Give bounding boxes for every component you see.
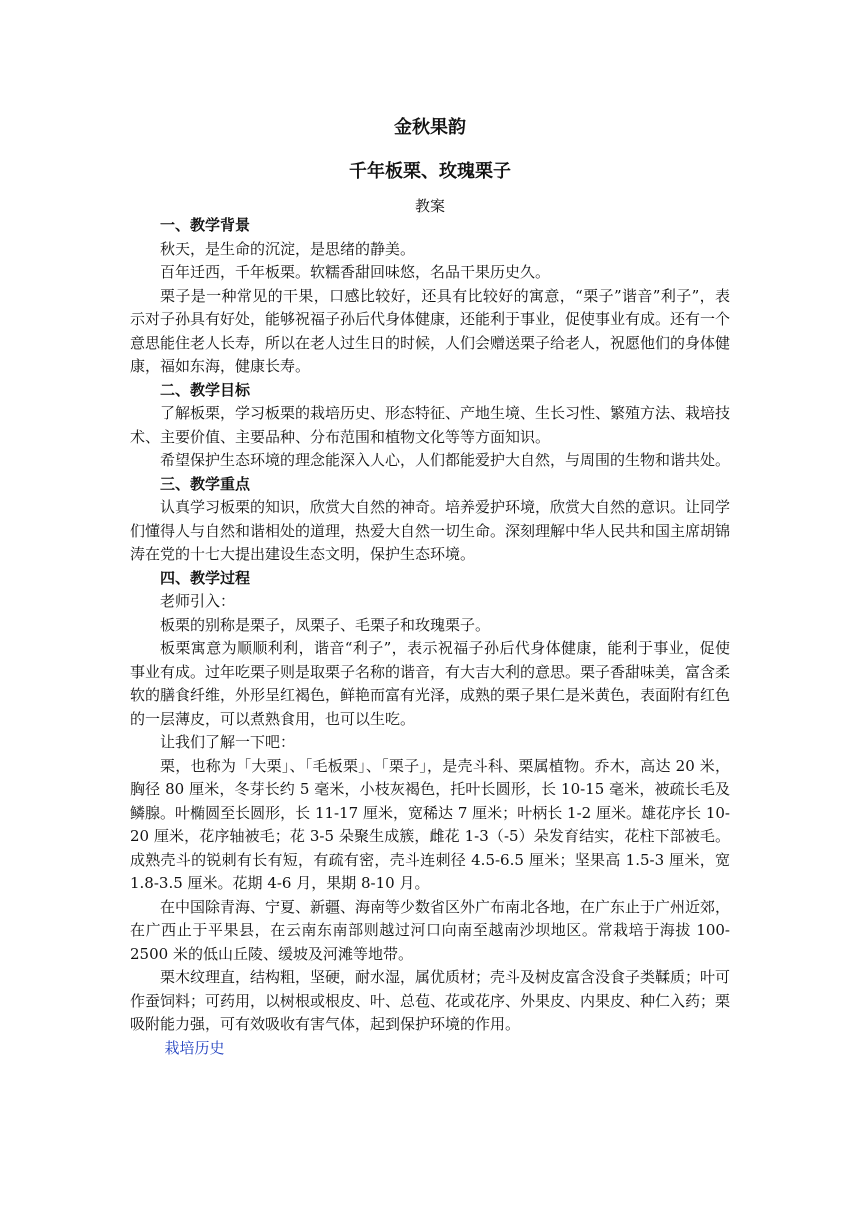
- document-subtitle-title: 千年板栗、玫瑰栗子: [349, 161, 511, 182]
- paragraph: 百年迁西，千年板栗。软糯香甜回味悠，名品干果历史久。: [160, 263, 551, 281]
- paragraph: 板栗寓意为顺顺利利，谐音“利子”，表示祝福子孙后代身体健康，能利于事业，促使事业有成。过年吃栗子则是取栗子名称的谐音，有大吉大利的意思。栗子香甜味美，富含柔软的膳食纤维，外形呈红褐色，鲜艳而富有光泽，成熟的栗子果仁是米黄色，表面附有红色的一层薄皮，可以煮熟食用，也可以生吃。: [130, 639, 731, 728]
- paragraph: 栗木纹理直，结构粗，坚硬，耐水湿，属优质材；壳斗及树皮富含没食子类鞣质；叶可作蚕饲料；可药用，以树根或根皮、叶、总苞、花或花序、外果皮、内果皮、种仁入药；栗吸附能力强，可有效吸收有害气体，起到保护环境的作用。: [130, 968, 731, 1033]
- paragraph: 认真学习板栗的知识，欣赏大自然的神奇。培养爱护环境，欣赏大自然的意识。让同学们懂得人与自然和谐相处的道理，热爱大自然一切生命。深刻理解中华人民共和国主席胡锦涛在党的十七大提出建设生态文明，保护生态环境。: [130, 498, 731, 563]
- paragraph: 老师引入：: [160, 592, 236, 610]
- document-body: [130, 214, 730, 1060]
- paragraph: 了解板栗，学习板栗的栽培历史、形态特征、产地生境、生长习性、繁殖方法、栽培技术、主要价值、主要品种、分布范围和植物文化等等方面知识。: [130, 404, 731, 446]
- cultivation-history-link[interactable]: 栽培历史: [164, 1038, 225, 1057]
- section-heading-process: 四、教学过程: [160, 568, 251, 587]
- paragraph: 希望保护生态环境的理念能深入人心，人们都能爱护大自然，与周围的生物和谐共处。: [160, 451, 731, 469]
- document-title: 金秋果韵: [394, 117, 466, 138]
- section-heading-goals: 二、教学目标: [160, 380, 251, 399]
- paragraph: 板栗的别称是栗子，凤栗子、毛栗子和玫瑰栗子。: [160, 615, 491, 634]
- paragraph: 在中国除青海、宁夏、新疆、海南等少数省区外广布南北各地，在广东止于广州近郊，在广西止于平果县，在云南东南部则越过河口向南至越南沙坝地区。常栽培于海拔 100-2500 米的低山丘陵、缓坡及河滩等地带。: [130, 897, 731, 963]
- document-type-label: 教案: [414, 197, 445, 215]
- section-heading-background: 一、教学背景: [160, 216, 251, 234]
- paragraph: 栗子是一种常见的干果，口感比较好，还具有比较好的寓意，“栗子”谐音”利子”，表示对子孙具有好处，能够祝福子孙后代身体健康，还能利于事业，促使事业有成。还有一个意思能住老人长寿，所以在老人过生日的时候，人们会赠送栗子给老人，祝愿他们的身体健康，福如东海，健康长寿。: [130, 286, 731, 375]
- section-heading-focus: 三、教学重点: [160, 474, 251, 493]
- paragraph: 栗，也称为「大栗」、「毛板栗」、「栗子」，是壳斗科、栗属植物。乔木，高达 20 米，胸径 80 厘米，冬芽长约 5 毫米，小枝灰褐色，托叶长圆形，长 10-15 毫米，被疏长毛及鳞腺。叶椭圆至长圆形，长 11-17 厘米，宽稀达 7 厘米；叶柄长 1-2 厘米。雄花序长 10-20 厘米，花序轴被毛；花 3-5 朵聚生成簇，雌花 1-3（-5）朵发育结实，花柱下部被毛。成熟壳斗的锐刺有长有短，有疏有密，壳斗连刺径 4.5-6.5 厘米；坚果高 1.5-3 厘米，宽 1.8-3.5 厘米。花期 4-6 月，果期 8-10 月。: [130, 756, 730, 892]
- paragraph: 让我们了解一下吧：: [160, 733, 296, 751]
- paragraph: 秋天，是生命的沉淀，是思绪的静美。: [160, 239, 416, 258]
